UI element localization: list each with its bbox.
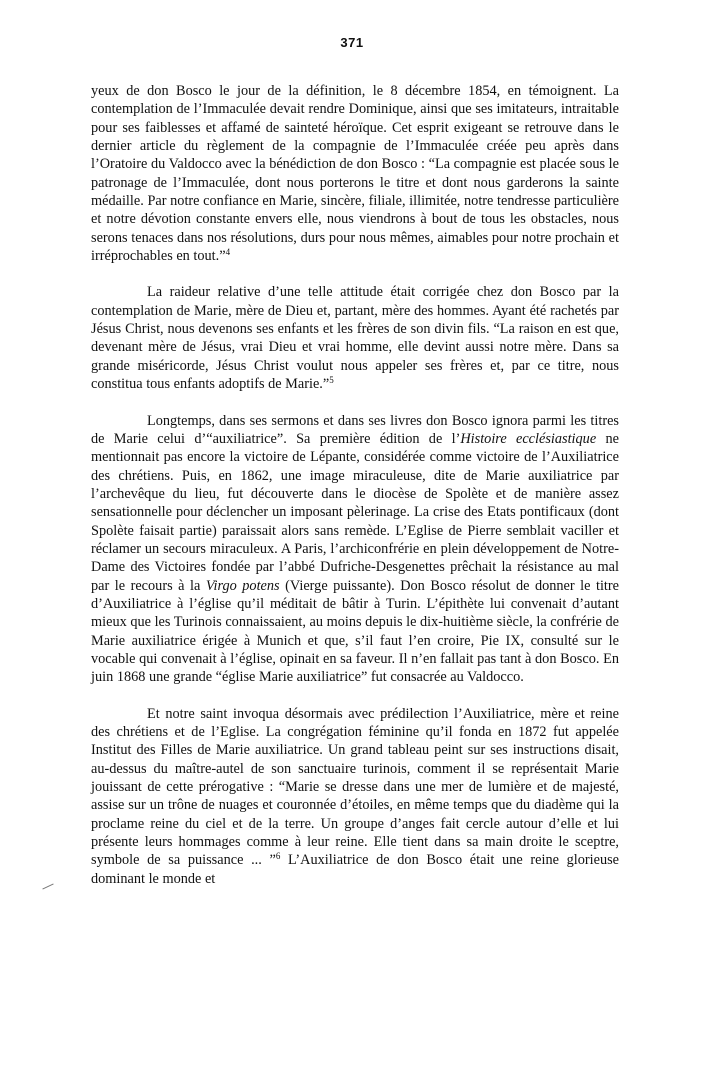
footnote-ref-4: 4 — [225, 247, 231, 258]
text-span: ne mentionnait pas encore la victoire de Lépante, considérée comme victoire de l’Auxiliatrice des chrétiens. Puis, en 1862, une image miraculeuse, dite de Marie auxiliatrice par l’archevêque du lieu, fut découverte dans le diocèse de Spolète et de manière assez sensationnelle pour déclencher un imposant pèlerinage. La crise des Etats pontificaux (dont Spolète faisait partie) paraissait alors sans remède. L’Eglise de Pierre semblait vaciller et réclamer un secours miraculeux. A Paris, l’archiconfrérie en plein développement de Notre-Dame des Victoires fondée par l’abbé Dufriche-Desgenettes prêchait la résistance au mal par le recours à la — [91, 430, 619, 594]
latin-term: Virgo potens — [205, 577, 280, 594]
paragraph-1 — [91, 82, 619, 265]
text-span: La raideur relative d’une telle attitude était corrigée chez don Bosco par la contemplation de Marie, mère de Dieu et, partant, mère des hommes. Ayant été rachetés par Jésus Christ, nous devenons ses enfants et les frères de son divin fils. “La raison en est que, devenant mère de Jésus, vrai Dieu et vrai homme, elle devint aussi notre mère. Dans sa grande miséricorde, Jésus Christ voulut nous appeler ses frères et, par ce titre, nous constitua tous enfants adoptifs de Marie.” — [91, 284, 619, 393]
footnote-ref-6: 6 — [275, 851, 281, 862]
book-title: Histoire ecclésiastique — [460, 430, 597, 447]
paragraph-3 — [91, 412, 619, 687]
text-span: yeux de don Bosco le jour de la définition, le 8 décembre 1854, en témoignent. La contemplation de l’Immaculée devait rendre Dominique, ainsi que ses imitateurs, intraitable pour ses faiblesses et affamé de sainteté héroïque. Cet esprit exigeant se retrouve dans le dernier article du règlement de la compagnie de l’Immaculée créée peu après dans l’Oratoire du Valdocco avec la bénédiction de don Bosco : “La compagnie est placée sous le patronage de l’Immaculée, dont nous porterons le titre et dont nous garderons la sainte médaille. Par notre confiance en Marie, sincère, filiale, illimitée, notre tendresse particulière et notre dévotion constante envers elle, nous viendrons à bout de tous les obstacles, nous serons tenaces dans nos résolutions, durs pour nous mêmes, aimables pour notre prochain et irréprochables en tout.” — [91, 83, 619, 265]
paragraph-4 — [91, 705, 619, 888]
text-span: L’Auxiliatrice de don Bosco était une reine glorieuse dominant le monde et — [91, 852, 620, 887]
page-number: 371 — [340, 35, 364, 50]
paragraph-2 — [91, 283, 619, 393]
text-span: Et notre saint invoqua désormais avec prédilection l’Auxiliatrice, mère et reine des chrétiens et de l’Eglise. La congrégation féminine qu’il fonda en 1872 fut appelée Institut des Filles de Marie auxiliatrice. Un grand tableau peint sur ses instructions disait, au-dessus du maître-autel de son sanctuaire turinois, comment il se représentait Marie jouissant de cette prérogative : “Marie se dresse dans une mer de lumière et de majesté, assise sur un trône de nuages et couronnée d’étoiles, en même temps que du diadème qui la proclame reine du ciel et de la terre. Un groupe d’anges fait cercle autour d’elle et lui présente leurs hommages comme à leur reine. Elle tient dans sa main droite le sceptre, symbole de sa puissance ... ” — [91, 705, 619, 869]
footnote-ref-5: 5 — [329, 375, 334, 386]
body-text — [91, 82, 619, 888]
margin-pencil-mark — [42, 884, 53, 890]
text-span: Longtemps, dans ses sermons et dans ses livres don Bosco ignora parmi les titres de Marie celui d’“auxiliatrice”. Sa première édition de l’ — [91, 412, 619, 447]
text-span: (Vierge puissante). Don Bosco résolut de donner le titre d’Auxiliatrice à l’église qu’il méditait de bâtir à Turin. L’épithète lui convenait d’autant mieux que les Turinois connaissaient, au moins depuis le dix-huitième siècle, la confrérie de Marie auxiliatrice érigée à Munich et que, s’il faut l’en croire, Pie IX, consulté sur le vocable qui convenait à l’église, opinait en sa faveur. Il n’en fallait pas tant à don Bosco. En juin 1868 une grande “église Marie auxiliatrice” fut consacrée au Valdocco. — [91, 577, 620, 686]
